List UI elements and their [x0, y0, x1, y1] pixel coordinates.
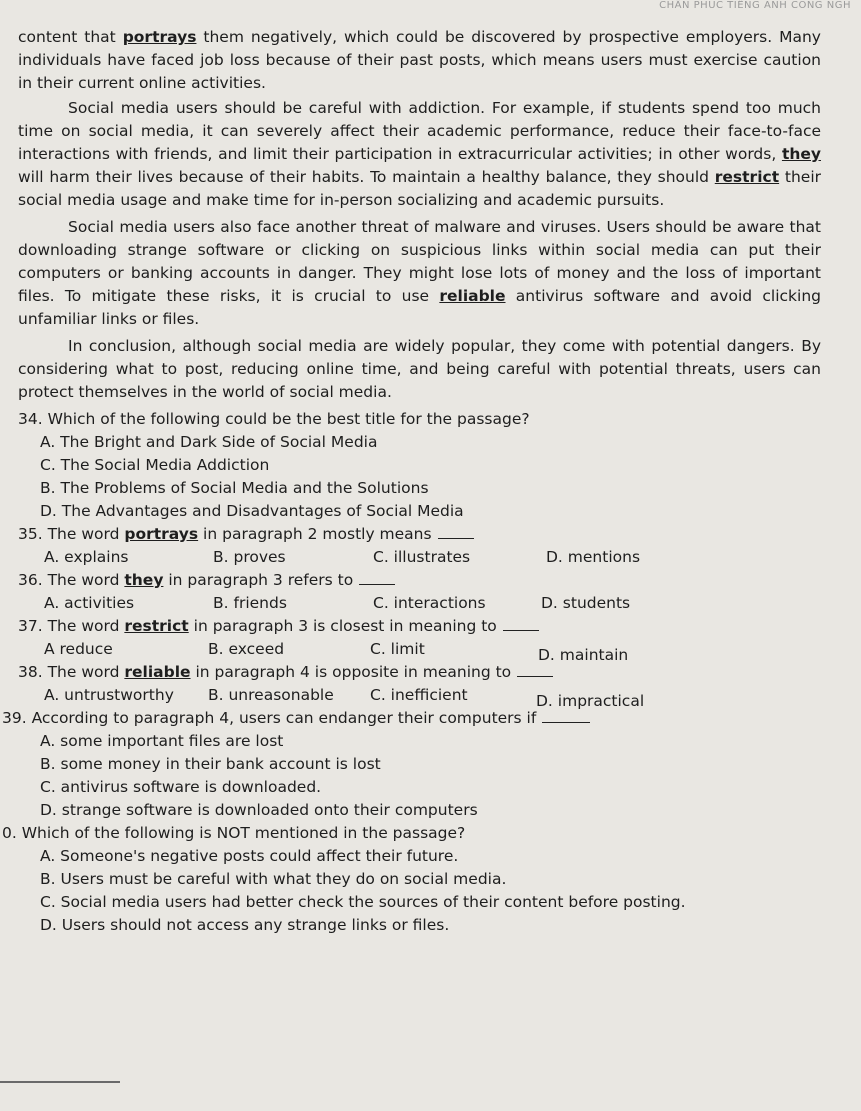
- underlined-word-reliable: reliable: [439, 287, 506, 305]
- underlined-word-portrays: portrays: [122, 28, 197, 46]
- question-34: [18, 408, 821, 523]
- option: A. Someone's negative posts could affect their future.: [40, 847, 459, 865]
- option: A. activities: [44, 594, 135, 612]
- option: D. The Advantages and Disadvantages of Social Media: [40, 502, 464, 520]
- option: C. antivirus software is downloaded.: [40, 778, 322, 796]
- question-38: [18, 661, 821, 710]
- option: B. some money in their bank account is lost: [40, 755, 381, 773]
- question-39: [2, 707, 821, 822]
- underlined-word-restrict: restrict: [714, 168, 780, 186]
- option: B. friends: [213, 594, 287, 612]
- question-37: [18, 615, 821, 664]
- answer-blank: [503, 616, 539, 631]
- option: C. illustrates: [373, 548, 471, 566]
- answer-blank: [438, 524, 474, 539]
- divider: [0, 1081, 120, 1083]
- question-stem: 0. Which of the following is NOT mentioned in the passage?: [2, 824, 466, 842]
- option: A. The Bright and Dark Side of Social Media: [40, 433, 378, 451]
- underlined-word: reliable: [124, 663, 191, 681]
- paragraph-4: Social media users also face another threat of malware and viruses. Users should be aware that downloading strange software or clicking on suspicious links within social media can put their computers or banking accounts in danger. They might lose lots of money and the loss of important files. To mitigate these risks, it is crucial to use reliable antivirus software and avoid clicking unfamiliar links or files.: [18, 218, 821, 328]
- page-header: CHÂN PHÚC TIẾNG ANH CÔNG NGH: [659, 0, 851, 11]
- underlined-word: portrays: [124, 525, 199, 543]
- answer-blank: [359, 570, 395, 585]
- option: B. exceed: [208, 640, 285, 658]
- options-row: [18, 638, 821, 664]
- options-row: [18, 546, 821, 569]
- question-40: [2, 822, 821, 937]
- paragraph-3: Social media users should be careful with addiction. For example, if students spend too much time on social media, it can severely affect their academic performance, reduce their face-to-face interactions with friends, and limit their participation in extracurricular activities; in other words, they will harm their lives because of their habits. To maintain a healthy balance, they should restrict their social media usage and make time for in-person socializing and academic pursuits.: [18, 99, 821, 209]
- question-35: [18, 523, 821, 569]
- option: B. Users must be careful with what they do on social media.: [40, 870, 507, 888]
- option: D. maintain: [538, 646, 629, 664]
- option: A. untrustworthy: [44, 686, 174, 704]
- option: B. proves: [213, 548, 286, 566]
- options-row: [18, 684, 821, 710]
- option: D. strange software is downloaded onto their computers: [40, 801, 478, 819]
- option: C. interactions: [373, 594, 486, 612]
- question-stem: 36. The word they in paragraph 3 refers to: [18, 569, 821, 592]
- option: C. inefficient: [370, 686, 468, 704]
- option: D. students: [541, 594, 631, 612]
- underlined-word: restrict: [124, 617, 189, 635]
- option: B. The Problems of Social Media and the Solutions: [40, 479, 429, 497]
- question-stem: 38. The word reliable in paragraph 4 is opposite in meaning to: [18, 661, 821, 684]
- question-stem: 37. The word restrict in paragraph 3 is closest in meaning to: [18, 615, 821, 638]
- option: C. limit: [370, 640, 425, 658]
- options-row: [18, 592, 821, 615]
- option: B. unreasonable: [208, 686, 334, 704]
- option: D. Users should not access any strange links or files.: [40, 916, 450, 934]
- option: A reduce: [44, 640, 113, 658]
- option: C. The Social Media Addiction: [40, 456, 270, 474]
- underlined-word-they: they: [781, 145, 821, 163]
- option: A. some important files are lost: [40, 732, 284, 750]
- paragraph-5: In conclusion, although social media are widely popular, they come with potential dangers. By considering what to post, reducing online time, and being careful with potential threats, users can protect themselves in the world of social media.: [18, 337, 821, 401]
- option: A. explains: [44, 548, 129, 566]
- underlined-word: they: [124, 571, 164, 589]
- question-36: [18, 569, 821, 615]
- question-stem: 39. According to paragraph 4, users can endanger their computers if: [2, 707, 821, 730]
- question-stem: 34. Which of the following could be the best title for the passage?: [18, 410, 530, 428]
- paragraph-2-end: content that portrays them negatively, which could be discovered by prospective employers. Many individuals have faced job loss because of their past posts, which means users must exercise caution in their current online activities.: [18, 28, 821, 92]
- option: C. Social media users had better check the sources of their content before posting.: [40, 893, 686, 911]
- option: D. impractical: [536, 692, 645, 710]
- question-stem: 35. The word portrays in paragraph 2 mostly means: [18, 523, 821, 546]
- option: D. mentions: [546, 548, 641, 566]
